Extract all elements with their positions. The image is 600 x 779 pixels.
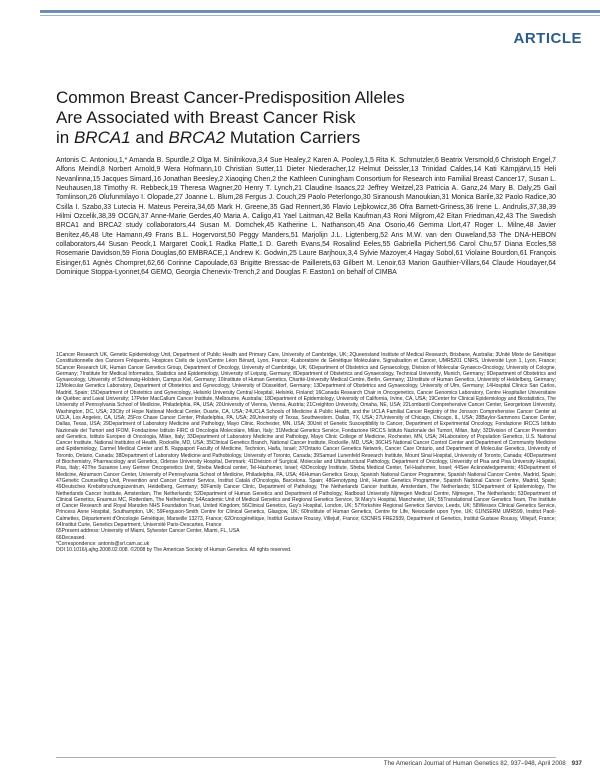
- article-title: [56, 88, 536, 148]
- title-line-3-suffix: Mutation Carriers: [225, 128, 361, 147]
- affiliations-block: [56, 352, 556, 554]
- journal-citation: The American Journal of Human Genetics 82, 937–948, April 2008: [383, 760, 566, 767]
- title-line-3-mid: and: [130, 128, 169, 147]
- title-gene-brca2: BRCA2: [168, 128, 226, 147]
- deceased-note: 66Deceased.: [56, 534, 86, 541]
- page-footer: [384, 760, 582, 767]
- title-line-2: Are Associated with Breast Cancer Risk: [56, 108, 356, 127]
- header-rule: [40, 10, 600, 13]
- present-address-note: 65Present address: University of Miami, Sylvester Cancer Center, Miami, FL, USA: [56, 528, 240, 535]
- title-line-3-prefix: in: [56, 128, 74, 147]
- author-list: Antonis C. Antoniou,1,* Amanda B. Spurdle,2 Olga M. Sinilnikova,3,4 Sue Healey,2 Karen A. Pooley,1,5 Rita K. Schmutzler,6 Beatrix Versmold,6 Christoph Engel,7 Alfons Meindl,8 Norbert Arnold,9 Wera Hofmann,10 Christian Sutter,11 Dieter Niederacher,12 Helmut Deissler,13 Trinidad Caldes,14 Kati Kämpjärvi,15 Heli Nevanlinna,15 Jacques Simard,16 Jonathan Beesley,2 Xiaoqing Chen,2 the Kathleen Cuningham Consortium for Research into Familial Breast Cancer17, Susan L. Neuhausen,18 Timothy R. Rebbeck,19 Theresa Wagner,20 Henry T. Lynch,21 Claudine Isaacs,22 Jeffrey Weitzel,23 Patricia A. Ganz,24 Mary B. Daly,25 Gail Tomlinson,26 Olufunmilayo I. Olopade,27 Joanne L. Blum,28 Fergus J. Couch,29 Paolo Peterlongo,30 Siranoush Manoukian,31 Monica Barile,32 Paolo Radice,30 Csilla I. Szabo,33 Lutecia H. Mateus Pereira,34,65 Mark H. Greene,35 Gad Rennert,36 Flavio Lejbkowicz,36 Ofra Barnett-Griness,36 Irene L. Andrulis,37,38,39 Hilmi Ozcelik,38,39 OCGN,37 Anne-Marie Gerdes,40 Maria A. Caligo,41 Yael Laitman,42 Bella Kaufman,43 Roni Milgrom,42 Eitan Friedman,42,43 The Swedish BRCA1 and BRCA2 study collaborators,44 Susan M. Domchek,45 Katherine L. Nathanson,45 Ana Osorio,46 Gemma Llort,47 Roger L. Milne,48 Javier Benítez,46,48 Ute Hamann,49 Frans B.L. Hogervorst,50 Peggy Manders,51 Marjolijn J.L. Ligtenberg,52 Ans M.W. van den Ouweland,53 The DNA-HEBON collaborators,44 Susan Peock,1 Margaret Cook,1 Radka Platte,1 D. Gareth Evans,54 Rosalind Eeles,55 Gabriella Pichert,56 Carol Chu,57 Diana Eccles,58 Rosemarie Davidson,59 Fiona Douglas,60 EMBRACE,1 Andrew K. Godwin,25 Laure Barjhoux,3,4 Sylvie Mazoyer,4 Hagay Sobol,61 Violaine Bourdon,61 François Eisinger,61 Agnès Chompret,62,66 Corinne Capoulade,63 Brigitte Bressac-de Paillerets,63 Gilbert M. Lenoir,63 Marion Gauthier-Villars,64 Claude Houdayer,64 Dominique Stoppa-Lyonnet,64 GEMO, Georgia Chenevix-Trench,2 and Douglas F. Easton1 on behalf of CIMBA: [56, 157, 556, 277]
- title-gene-brca1: BRCA1: [73, 128, 131, 147]
- article-type-label: ARTICLE: [513, 30, 582, 47]
- header-band: [0, 0, 600, 47]
- affiliation-list: 1Cancer Research UK, Genetic Epidemiology Unit, Department of Public Health and Primary Care, University of Cambridge, UK; 2Queensland Institute of Medical Research, Brisbane, Australia; 3Unité Mixte de Génétique Constitutionnelle des Cancers Fréquents, Hospices Civils de Lyon/Centre Léon Bérard, Lyon, France; 4Laboratoire de Génétique Moléculaire, Signalisation et Cancer, UMR5201 CNRS, Université Lyon 1, Lyon, France; 5Cancer Research UK, Human Cancer Genetics Group, Department of Oncology, University of Cambridge, UK; 6Department of Obstetrics and Gynaecology, Division of Molecular Gynaeco-Oncology, University of Cologne, Germany; 7Institute for Medical Informatics, Statistics and Epidemiology, University of Leipzig, Germany; 8Department of Obstetrics and Gynaecology, Technical University, Munich, Germany; 9Department of Obstetrics and Gynaecology, University of Schleswig-Holstein, Campus Kiel, Germany; 10Institute of Human Genetics, Charité-University Medical Centre, Berlin, Germany; 11Institute of Human Genetics, University of Heidelberg, Germany; 12Molecular Genetics Laboratory, Department of Obstetrics and Gynecology, University of Düsseldorf, Germany; 13Department of Obstetrics and Gynaecology, University of Ulm, Germany; 14Hospital Clínico San Carlos, Madrid, Spain; 15Department of Obstetrics and Gynecology, Helsinki University Central Hospital, Helsinki, Finland; 16Canada Research Chair in Oncogenetics, Cancer Genomics Laboratory, Centre Hospitalier Universitaire de Québec and Laval University; 17Peter MacCallum Cancer Institute, Melbourne, Australia; 18Department of Epidemiology, University of California, Irvine, CA, USA; 19Center for Clinical Epidemiology and Biostatistics, The University of Pennsylvania School of Medicine, Philadelphia, PA, USA; 20University of Vienna, Vienna, Austria; 21Creighton University, Omaha, NE, USA; 22Lombardi Comprehensive Cancer Center, Georgetown University, Washington, DC, USA; 23City of Hope National Medical Center, Duarte, CA, USA; 24UCLA Schools of Medicine & Public Health, and the UCLA Familial Cancer Registry of the Jonsson Comprehensive Cancer Center at UCLA, Los Angeles, CA, USA; 25Fox Chase Cancer Center, Philadelphia, PA, USA; 26University of Texas, Southwestern, Dallas, TX, USA; 27University of Chicago, Chicago, IL, USA; 28Baylor-Sammons Cancer Center, Dallas, Texas, USA; 29Department of Laboratory Medicine and Pathology, Mayo Clinic, Rochester, MN, USA; 30Unit of Genetic Susceptibility to Cancer, Department of Experimental Oncology, Fondazione IRCCS Istituto Nazionale dei Tumori and IFOM, Fondazione Istituto FIRC di Oncologia Molecolare, Milan, Italy; 31Medical Genetics Service, Fondazione IRCCS Istituto Nazionale dei Tumori, Milan, Italy; 32Division of Cancer Prevention and Genetics, Istituto Europeo di Oncologia, Milan, Italy; 33Department of Laboratory Medicine and Pathology, Mayo Clinic College of Medicine, Rochester, MN, USA; 34Laboratory of Population Genetics, U.S. National Cancer Institute, National Institutes of Health, Rockville, MD, USA; 35Clinical Genetics Branch, National Cancer Institute, Rockville, MD, USA; 36CHS National Cancer Control Center and Department of Community Medicine and Epidemiology, Carmel Medical Center and B. Rappaport Faculty of Medicine, Technion, Haifa, Israel; 37Ontario Cancer Genetics Network, Cancer Care Ontario, and Department of Molecular Genetics, University of Toronto, Ontario, Canada; 38Department of Laboratory Medicine and Pathobiology, University of Toronto, Canada; 39Samuel Lunenfeld Research Institute, Mount Sinai Hospital, University of Toronto, Canada; 40Department of Biochemistry, Pharmacology and Genetics, Odense University Hospital, Denmark; 41Division of Surgical, Molecular and Ultrastructural Pathology, Department of Oncology, University of Pisa and Pisa University Hospital, Pisa, Italy; 42The Susanne Levy Gertner Oncogenetics Unit, Sheba Medical center, Tel-Hashomer, Israel; 43Oncology Institute, Sheba Medical Center, Tel-Hashomer, Israel; 44See Acknowledgements; 45Department of Medicine, Abramson Cancer Center, University of Pennsylvania School of Medicine, Philadelphia, PA, USA; 46Human Genetics Group, Spanish National Cancer Programme, Spanish National Cancer Centre, Madrid, Spain; 47Genetic Counselling Unit, Prevention and Cancer Control Service, Institut Català d'Oncologia, Barcelona, Spain; 48Genotyping Unit, Human Genetics Programme, Spanish National Cancer Centre, Madrid, Spain; 49Deutsches Krebsforschungszentrum, Heidelberg, Germany; 50Family Cancer Clinic, Department of Pathology, The Netherlands Cancer Institute, Amsterdam, The Netherlands; 51Department of Epidemiology, The Netherlands Cancer Institute, Amsterdam, The Netherlands; 52Department of Human Genetics and Department of Pathology, Radboud University Nijmegen Medical Centre, Nijmegen, The Netherlands; 53Department of Clinical Genetics, Erasmus MC, Rotterdam, The Netherlands; 54Academic Unit of Medical Genetics and Regional Genetics Service, St Mary's Hospital, Manchester, UK; 55Translational Cancer Genetics Team, The Institute of Cancer Research and Royal Marsden NHS Foundation Trust, United Kingdom; 56Clinical Genetics, Guy's Hospital, London, UK; 57Yorkshire Regional Genetics Service, Leeds, UK; 58Wessex Clinical Genetics Service, Princess Anne Hospital, Southampton, UK; 59Ferguson-Smith Centre for Clinical Genetics, Glasgow, UK; 60Institute of Human Genetics, Centre for Life, Newcastle upon Tyne, UK; 61INSERM UMR599, Institut Paoli-Calmettes, Département d'Oncologie Génétique, Marseille 13273, France; 62Oncogénétique, Institut Gustave Roussy, Villejuif, France; 63CNRS FRE2939, Department of Genetics, Institut Gustave Roussy, Villejuif, France; 64Institut Curie, Genetics Department, Université Paris-Descartes, France: [56, 352, 556, 529]
- doi-line: DOI 10.1016/j.ajhg.2008.02.008. ©2008 by The American Society of Human Genetics. All rights reserved.: [56, 547, 292, 554]
- title-line-1: Common Breast Cancer-Predisposition Alleles: [56, 88, 405, 107]
- page-number: 937: [571, 760, 582, 767]
- footer-rule: [56, 757, 556, 758]
- header-rule-thin: [40, 15, 600, 16]
- correspondence-note[interactable]: *Correspondence: antonis@srl.cam.ac.uk: [56, 540, 150, 547]
